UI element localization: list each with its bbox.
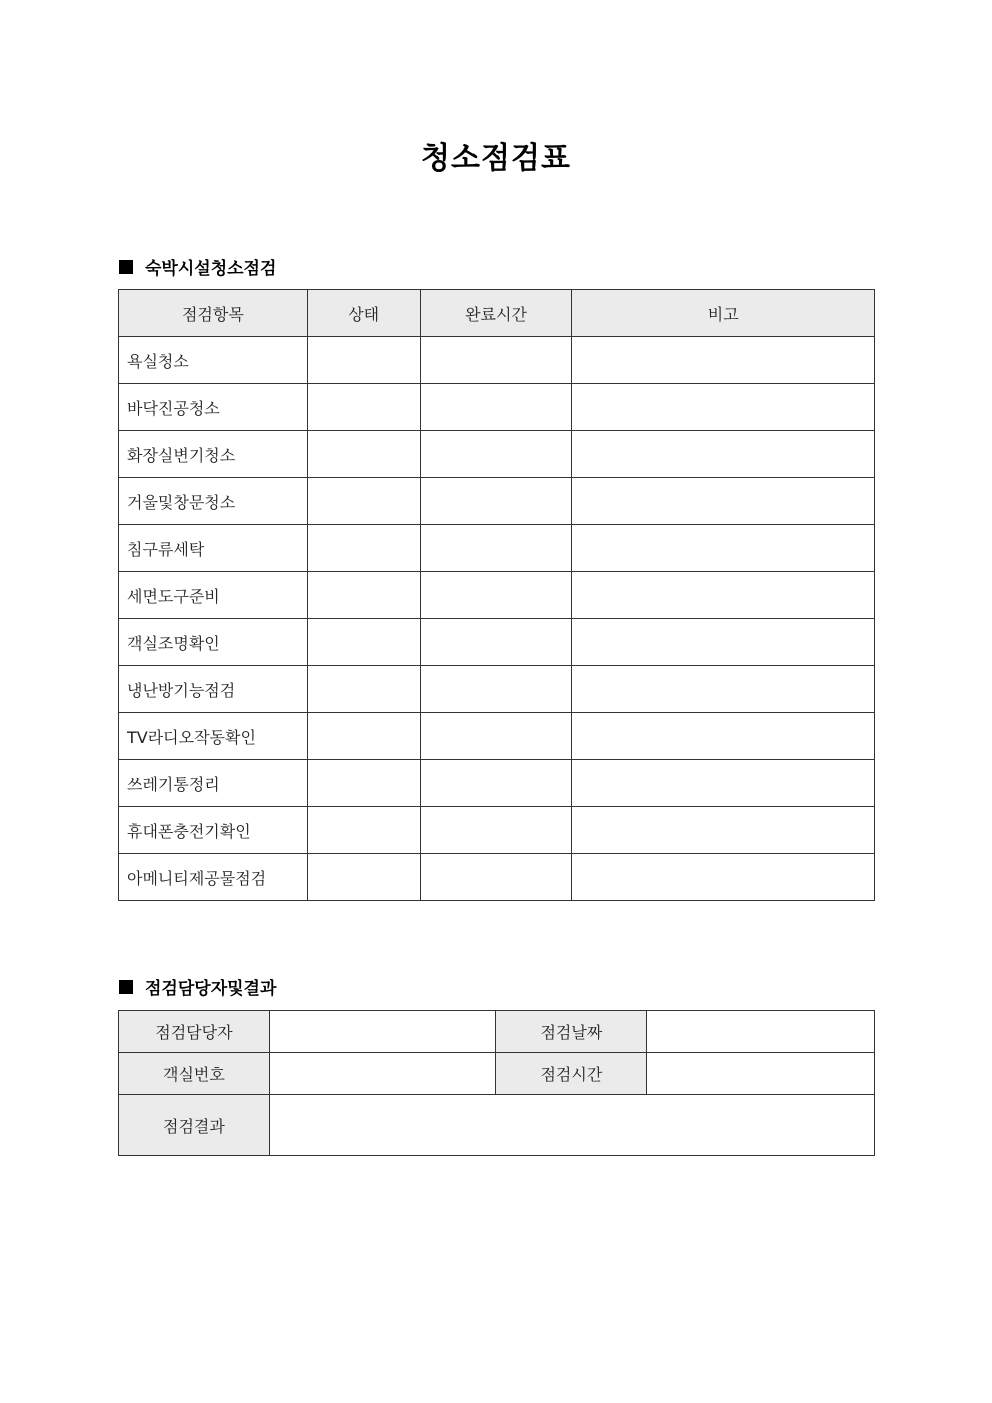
date-label: 점검날짜: [496, 1011, 647, 1053]
date-field[interactable]: [647, 1011, 875, 1053]
table-row: [119, 337, 875, 384]
result-label: 점검결과: [119, 1095, 270, 1156]
completion-time-cell[interactable]: [420, 478, 572, 525]
check-item-label: 객실조명확인: [119, 619, 308, 666]
remarks-cell[interactable]: [572, 478, 875, 525]
check-item-label: 휴대폰충전기확인: [119, 807, 308, 854]
header-status: 상태: [307, 290, 420, 337]
check-item-label: 욕실청소: [119, 337, 308, 384]
room-number-label: 객실번호: [119, 1053, 270, 1095]
table-row: [119, 572, 875, 619]
table-row: [119, 1095, 875, 1156]
header-completion-time: 완료시간: [420, 290, 572, 337]
table-row: [119, 431, 875, 478]
table-row: [119, 760, 875, 807]
section-heading-inspector: [119, 974, 276, 999]
table-row: [119, 1053, 875, 1095]
status-cell[interactable]: [307, 525, 420, 572]
section-heading-label: 점검담당자및결과: [145, 979, 277, 999]
completion-time-cell[interactable]: [420, 807, 572, 854]
completion-time-cell[interactable]: [420, 760, 572, 807]
remarks-cell[interactable]: [572, 713, 875, 760]
remarks-cell[interactable]: [572, 572, 875, 619]
completion-time-cell[interactable]: [420, 572, 572, 619]
status-cell[interactable]: [307, 478, 420, 525]
completion-time-cell[interactable]: [420, 337, 572, 384]
time-field[interactable]: [647, 1053, 875, 1095]
section-heading-label: 숙박시설청소점검: [145, 259, 277, 279]
status-cell[interactable]: [307, 854, 420, 901]
inspector-result-table: [118, 1010, 875, 1156]
table-row: [119, 384, 875, 431]
table-row: [119, 525, 875, 572]
status-cell[interactable]: [307, 807, 420, 854]
status-cell[interactable]: [307, 337, 420, 384]
check-item-label: TV라디오작동확인: [119, 713, 308, 760]
room-number-field[interactable]: [269, 1053, 496, 1095]
check-item-label: 아메니티제공물점검: [119, 854, 308, 901]
remarks-cell[interactable]: [572, 807, 875, 854]
table-row: [119, 1011, 875, 1053]
table-row: [119, 666, 875, 713]
completion-time-cell[interactable]: [420, 713, 572, 760]
header-check-item: 점검항목: [119, 290, 308, 337]
status-cell[interactable]: [307, 760, 420, 807]
completion-time-cell[interactable]: [420, 384, 572, 431]
inspector-field[interactable]: [269, 1011, 496, 1053]
check-item-label: 냉난방기능점검: [119, 666, 308, 713]
table-row: [119, 713, 875, 760]
time-label: 점검시간: [496, 1053, 647, 1095]
remarks-cell[interactable]: [572, 431, 875, 478]
check-item-label: 거울및창문청소: [119, 478, 308, 525]
check-item-label: 쓰레기통정리: [119, 760, 308, 807]
check-item-label: 화장실변기청소: [119, 431, 308, 478]
status-cell[interactable]: [307, 572, 420, 619]
table-row: [119, 854, 875, 901]
check-item-label: 세면도구준비: [119, 572, 308, 619]
inspector-label: 점검담당자: [119, 1011, 270, 1053]
check-item-label: 침구류세탁: [119, 525, 308, 572]
status-cell[interactable]: [307, 713, 420, 760]
check-item-label: 바닥진공청소: [119, 384, 308, 431]
page-title: 청소점검표: [421, 141, 571, 176]
completion-time-cell[interactable]: [420, 525, 572, 572]
completion-time-cell[interactable]: [420, 666, 572, 713]
table-header-row: [119, 290, 875, 337]
status-cell[interactable]: [307, 666, 420, 713]
table-row: [119, 619, 875, 666]
remarks-cell[interactable]: [572, 384, 875, 431]
remarks-cell[interactable]: [572, 619, 875, 666]
square-bullet-icon: [119, 980, 133, 994]
completion-time-cell[interactable]: [420, 431, 572, 478]
result-field[interactable]: [269, 1095, 874, 1156]
section-heading-cleaning: [119, 254, 276, 279]
completion-time-cell[interactable]: [420, 619, 572, 666]
remarks-cell[interactable]: [572, 337, 875, 384]
header-remarks: 비고: [572, 290, 875, 337]
cleaning-checklist-table: [118, 289, 875, 901]
remarks-cell[interactable]: [572, 854, 875, 901]
completion-time-cell[interactable]: [420, 854, 572, 901]
remarks-cell[interactable]: [572, 760, 875, 807]
status-cell[interactable]: [307, 384, 420, 431]
remarks-cell[interactable]: [572, 525, 875, 572]
remarks-cell[interactable]: [572, 666, 875, 713]
table-row: [119, 807, 875, 854]
status-cell[interactable]: [307, 431, 420, 478]
square-bullet-icon: [119, 260, 133, 274]
status-cell[interactable]: [307, 619, 420, 666]
table-row: [119, 478, 875, 525]
